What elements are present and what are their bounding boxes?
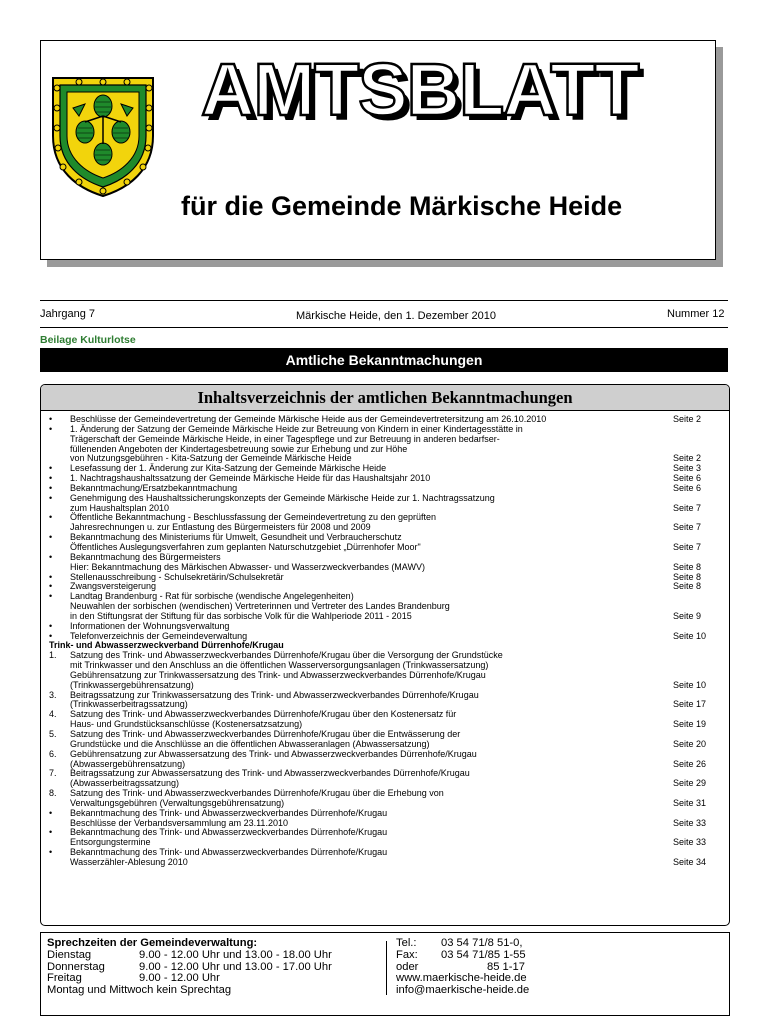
toc-page-ref: Seite 8 (673, 571, 702, 582)
toc-marker: • (49, 482, 53, 493)
hours-time: 9.00 - 12.00 Uhr und 13.00 - 18.00 Uhr (139, 948, 332, 961)
toc-marker: • (49, 571, 53, 582)
toc-marker: 7. (49, 768, 57, 779)
toc-entry-text: Informationen der Wohnungsverwaltung (70, 620, 230, 631)
toc-page-ref: Seite 10 (673, 630, 707, 641)
toc-marker (49, 543, 70, 553)
toc-entry-text: 1. Nachtragshaushaltssatzung der Gemeinde Märkische Heide für das Haushaltsjahr 2010 (70, 473, 431, 484)
toc-page-ref: Seite 20 (673, 738, 707, 749)
toc-marker: • (49, 847, 53, 858)
toc-entry-text: Landtag Brandenburg - Rat für sorbische (wendische Angelegenheiten) (70, 591, 354, 602)
email-link[interactable]: info@maerkische-heide.de (396, 984, 530, 997)
toc-page-ref (673, 592, 717, 602)
divider-bottom (40, 327, 728, 328)
toc-page-ref: Seite 10 (673, 679, 707, 690)
toc-marker: • (49, 423, 53, 434)
toc-marker: • (49, 581, 53, 592)
toc-entry-text: Satzung des Trink- und Abwasserzweckverbandes Dürrenhofe/Krugau über die Erhebung von (70, 788, 444, 799)
or-label: oder (396, 960, 419, 973)
toc-page-ref: Seite 8 (673, 581, 702, 592)
divider-top (40, 300, 728, 301)
toc-page-ref (673, 425, 717, 435)
tel-value: 03 54 71/8 51-0, (441, 937, 523, 949)
toc-entry-text: Beitragssatzung zur Abwassersatzung des Trink- und Abwasserzweckverbandes Dürrenhofe/Krugau (70, 768, 470, 779)
toc-page-ref: Seite 33 (673, 817, 707, 828)
toc-entry-text: Gebührensatzung zur Abwassersatzung des Trink- und Abwasserzweckverbandes Dürrenhofe/Krugau (70, 748, 477, 759)
toc-entry-text: (Trinkwasserbeitragssatzung) (70, 699, 188, 710)
toc-entry-text: Bekanntmachung des Trink- und Abwasserzweckverbandes Dürrenhofe/Krugau (70, 807, 388, 818)
toc-marker: 3. (49, 689, 57, 700)
toc-marker: 5. (49, 729, 57, 739)
toc-entry-text: Trink- und Abwasserzweckverband Dürrenhofe/Krugau (49, 640, 284, 651)
toc-marker (49, 838, 70, 848)
toc-entry-text: (Trinkwassergebührensatzung) (70, 679, 194, 690)
office-hours-title: Sprechzeiten der Gemeindeverwaltung: (47, 937, 258, 949)
fax-value: 03 54 71/85 1-55 (441, 948, 526, 961)
toc-entry-text: Gebührensatzung zur Trinkwassersatzung des Trink- und Abwasserzweckverbandes Dürrenhofe/Krugau (70, 669, 486, 680)
toc-marker (49, 563, 70, 573)
toc-entry-text: Satzung des Trink- und Abwasserzweckverbandes Dürrenhofe/Krugau über die Versorgung der Grundstücke (70, 650, 503, 661)
toc-page-ref: Seite 31 (673, 797, 707, 808)
toc-page-ref (673, 661, 717, 671)
toc-entry-text: Beschlüsse der Gemeindevertretung der Gemeinde Märkische Heide aus der Gemeindevertretersitzung am 26.10.2010 (70, 414, 547, 424)
toc-marker: 4. (49, 709, 57, 720)
toc-entry-text: Bekanntmachung des Bürgermeisters (70, 551, 221, 562)
toc-page-ref: Seite 3 (673, 463, 702, 474)
toc-entry-text: Trägerschaft der Gemeinde Märkische Heide, in einer Tagespflege und zur Betreuung in anderen bedarfser- (70, 433, 500, 444)
toc-marker: 1. (49, 650, 57, 661)
hours-day: Freitag (47, 972, 82, 985)
hours-time: 9.00 - 12.00 Uhr (139, 972, 220, 985)
tel-label: Tel.: (396, 937, 417, 949)
toc-marker (49, 799, 70, 809)
office-hours (47, 938, 332, 997)
toc-marker: • (49, 591, 53, 602)
toc-entry-text: Hier: Bekanntmachung des Märkischen Abwasser- und Wasserzweckverbandes (MAWV) (70, 561, 425, 572)
toc-marker (49, 435, 70, 445)
toc-page-ref: Seite 34 (673, 856, 707, 867)
toc-entry-text: Satzung des Trink- und Abwasserzweckverbandes Dürrenhofe/Krugau über den Kostenersatz für (70, 709, 457, 720)
toc-page-ref: Seite 33 (673, 837, 707, 848)
toc-marker: • (49, 807, 53, 818)
toc-marker: • (49, 492, 53, 503)
section-bar: Amtliche Bekanntmachungen (40, 348, 728, 372)
toc-entry-text: Neuwahlen der sorbischen (wendischen) Vertreterinnen und Vertreter des Landes Brandenburg (70, 601, 450, 612)
toc-marker (49, 523, 70, 533)
toc-entry-text: 1. Änderung der Satzung der Gemeinde Märkische Heide zur Betreuung von Kindern in einer Kindertagesstätte in (70, 423, 523, 434)
toc-page-ref: Seite 6 (673, 482, 702, 493)
toc-entry-text: Beitragssatzung zur Trinkwassersatzung des Trink- und Abwasserzweckverbandes Dürrenhofe/Krugau (70, 689, 479, 700)
toc-page-ref: Seite 7 (673, 522, 702, 533)
toc-entry-text: Stellenausschreibung - Schulsekretärin/Schulsekretär (70, 571, 284, 582)
toc-entry-text: Grundstücke und die Anschlüsse an die öffentlichen Abwasseranlagen (Abwassersatzung) (70, 738, 430, 749)
toc-entry-text: (Abwasserbeitragssatzung) (70, 778, 180, 789)
toc-marker: • (49, 463, 53, 474)
toc-entry-text: Telefonverzeichnis der Gemeindeverwaltung (70, 630, 248, 641)
toc-entry-text: zum Haushaltsplan 2010 (70, 502, 170, 513)
contact-info (396, 938, 529, 997)
toc-heading: Inhaltsverzeichnis der amtlichen Bekanntmachungen (41, 385, 729, 411)
toc-page-ref: Seite 8 (673, 561, 702, 572)
toc-entry-text: von Nutzungsgebühren - Kita-Satzung der Gemeinde Märkische Heide (70, 453, 352, 464)
toc-entry-text: Wasserzähler-Ablesung 2010 (70, 856, 188, 867)
toc-entry-text: Bekanntmachung des Trink- und Abwasserzweckverbandes Dürrenhofe/Krugau (70, 847, 388, 858)
toc-page-ref: Seite 29 (673, 778, 707, 789)
toc-entry-text: Öffentliches Auslegungsverfahren zum geplanten Naturschutzgebiet „Dürrenhofer Moor" (70, 541, 421, 552)
volume-label: Jahrgang 7 (40, 308, 96, 320)
toc-marker: • (49, 473, 53, 484)
toc-marker: • (49, 827, 53, 838)
toc-page-ref: Seite 17 (673, 699, 707, 710)
toc-page-ref: Seite 7 (673, 541, 702, 552)
toc-marker: • (49, 630, 53, 641)
toc-entry-text: in den Stiftungsrat der Stiftung für das sorbische Volk für die Wahlperiode 2011 - 2015 (70, 610, 412, 621)
toc-entry-text: mit Trinkwasser und den Anschluss an die öffentlichen Wasserversorgungsanlagen (Trinkwassersatzung) (70, 660, 489, 671)
or-value: 85 1-17 (487, 960, 525, 973)
toc-marker: • (49, 414, 53, 424)
toc-entry-text: Satzung des Trink- und Abwasserzweckverbandes Dürrenhofe/Krugau über die Entwässerung der (70, 729, 461, 739)
hours-note: Montag und Mittwoch kein Sprechtag (47, 984, 232, 997)
masthead-subtitle: für die Gemeinde Märkische Heide (181, 191, 623, 221)
masthead (40, 40, 716, 260)
toc-entry-text: Öffentliche Bekanntmachung - Beschlussfassung der Gemeindevertretung zu den geprüften (70, 512, 437, 523)
toc-list (49, 415, 717, 868)
toc-marker (49, 661, 70, 671)
toc-marker (49, 612, 70, 622)
toc-entry-text: Bekanntmachung des Trink- und Abwasserzweckverbandes Dürrenhofe/Krugau (70, 827, 388, 838)
toc-marker: 8. (49, 788, 57, 799)
footer-box (40, 932, 730, 1016)
toc-entry-text: Zwangsversteigerung (70, 581, 157, 592)
toc-page-ref: Seite 6 (673, 473, 702, 484)
toc-entry (49, 858, 717, 868)
toc-entry-text: Jahresrechnungen u. zur Entlastung des Bürgermeisters für 2008 und 2009 (70, 522, 371, 533)
toc-page-ref: Seite 2 (673, 453, 702, 464)
toc-page-ref: Seite 19 (673, 719, 707, 730)
toc-marker (49, 454, 70, 464)
hours-day: Dienstag (47, 948, 92, 961)
supplement-label: Beilage Kulturlotse (40, 334, 136, 346)
toc-box (40, 384, 730, 926)
toc-marker (49, 858, 70, 868)
toc-page-ref (673, 641, 717, 651)
toc-entry-text: (Abwassergebührensatzung) (70, 758, 186, 769)
toc-marker: • (49, 532, 53, 543)
issue-number: Nummer 12 (667, 308, 725, 320)
toc-page-ref: Seite 26 (673, 758, 707, 769)
toc-marker (49, 671, 70, 681)
toc-entry-text: füllenenden Angeboten der Kindertagesbetreuung sowie zur Erhebung und zur Höhe (70, 443, 408, 454)
hours-time: 9.00 - 12.00 Uhr und 13.00 - 17.00 Uhr (139, 960, 332, 973)
toc-marker: 6. (49, 748, 57, 759)
fax-label: Fax: (396, 948, 418, 961)
toc-marker (49, 445, 70, 455)
toc-marker (49, 602, 70, 612)
website-link[interactable]: www.maerkische-heide.de (396, 972, 527, 985)
toc-page-ref: Seite 9 (673, 610, 702, 621)
toc-entry-text: Genehmigung des Haushaltssicherungskonzepts der Gemeinde Märkische Heide zur 1. Nachtragssatzung (70, 492, 495, 503)
hours-day: Donnerstag (47, 960, 105, 973)
toc-page-ref (673, 651, 717, 661)
toc-entry-text: Entsorgungstermine (70, 837, 151, 848)
coat-of-arms-icon (49, 74, 157, 198)
footer-separator (386, 941, 387, 995)
toc-page-ref: Seite 7 (673, 502, 702, 513)
place-date: Märkische Heide, den 1. Dezember 2010 (296, 310, 496, 322)
toc-marker: • (49, 512, 53, 523)
toc-page-ref (673, 435, 717, 445)
masthead-title: AMTSBLATT (201, 48, 639, 131)
toc-entry-text: Bekanntmachung/Ersatzbekanntmachung (70, 482, 238, 493)
toc-marker: • (49, 551, 53, 562)
toc-page-ref: Seite 2 (673, 414, 702, 424)
toc-entry-text: Haus- und Grundstücksanschlüsse (Kostenersatzsatzung) (70, 719, 303, 730)
hours-row (47, 950, 332, 962)
toc-entry-text: Bekanntmachung des Ministeriums für Umwelt, Gesundheit und Verbraucherschutz (70, 532, 402, 543)
toc-entry-text: Lesefassung der 1. Änderung zur Kita-Satzung der Gemeinde Märkische Heide (70, 463, 387, 474)
toc-entry-text: Verwaltungsgebühren (Verwaltungsgebührensatzung) (70, 797, 285, 808)
toc-marker (49, 819, 70, 829)
toc-marker: • (49, 620, 53, 631)
toc-marker (49, 504, 70, 514)
toc-entry-text: Beschlüsse der Verbandsversammlung am 23.11.2010 (70, 817, 288, 828)
